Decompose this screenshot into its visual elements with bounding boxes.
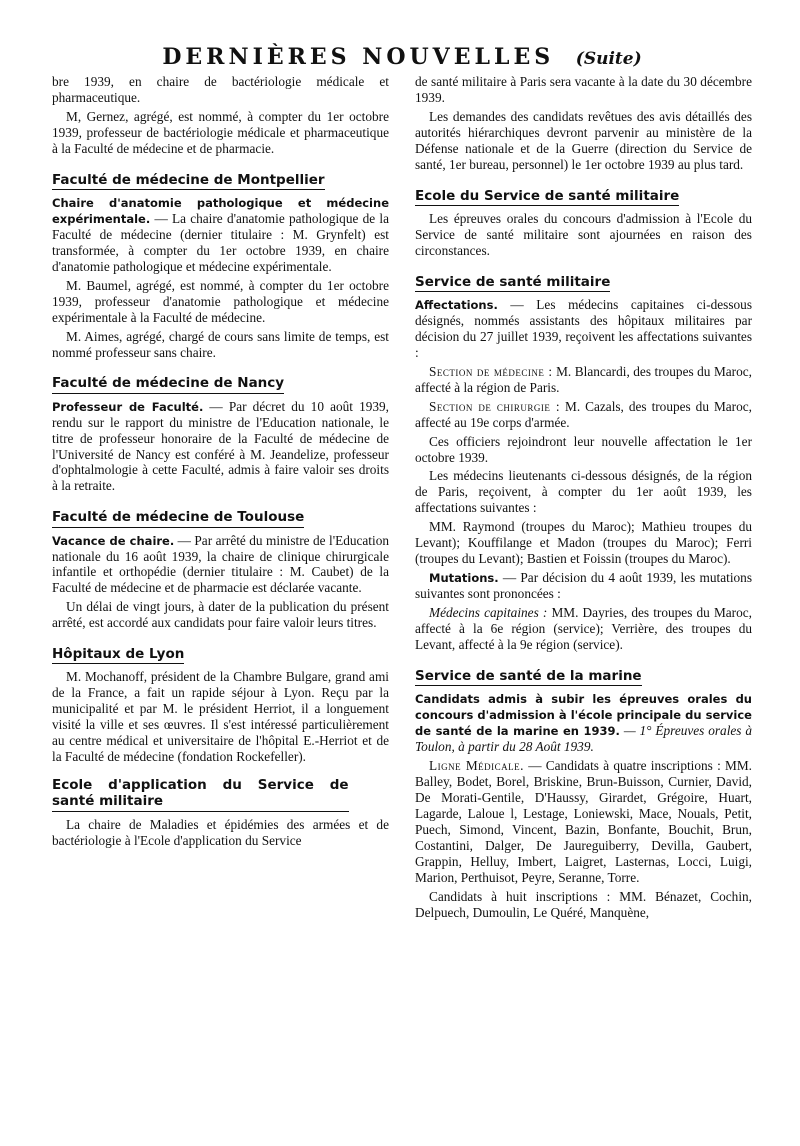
paragraph: M, Gernez, agrégé, est nommé, à compter du 1er octobre 1939, professeur de bactériologie médicale et pharmaceutique à la Faculté de médecine et de pharmacie.	[52, 108, 389, 156]
paragraph: Ces officiers rejoindront leur nouvelle affectation le 1er octobre 1939.	[415, 433, 752, 465]
left-column	[52, 74, 389, 924]
lead-text: Vacance de chaire.	[52, 533, 175, 548]
section-heading: Ecole d'application du Service de santé militaire	[52, 777, 349, 811]
section-heading: Service de santé de la marine	[415, 668, 642, 686]
body-text: — Candidats à quatre inscriptions : MM. Balley, Bodet, Borel, Briskine, Brun-Buisson, Curnier, David, De Morati-Gentile, D'Haussy, Girardet, Grégoire, Huart, Lagarde, Laloue l, Lestage, Loniewski, Mace, Nouals, Petit, Puech, Simond, Vincent, Bazin, Bonfante, Bouchit, Brun, Costantini, Dalger, De Jaureguiberry, Devilla, Gaubert, Grappin, Helluy, Imbert, Laigret, Lasternas, Locci, Luigi, Marion, Perthuisot, Peyre, Seranne, Torre.	[415, 757, 752, 885]
paragraph	[415, 399, 752, 431]
lead-text: Affectations.	[415, 297, 498, 312]
paragraph: Candidats à huit inscriptions : MM. Bénazet, Cochin, Delpuech, Dumoulin, Le Quéré, Manquène,	[415, 888, 752, 920]
page	[52, 44, 752, 924]
section-heading: Faculté de médecine de Toulouse	[52, 509, 304, 527]
header-title: DERNIÈRES NOUVELLES	[162, 44, 555, 70]
lead-text: Mutations.	[429, 571, 499, 586]
section-label: Ligne Médicale.	[429, 757, 524, 773]
section-heading: Faculté de médecine de Nancy	[52, 375, 284, 393]
paragraph: M. Baumel, agrégé, est nommé, à compter du 1er octobre 1939, professeur d'anatomie pathologique et médecine expérimentale à la Faculté de médecine.	[52, 277, 389, 325]
body-text: M. Cazals, des troupes du Maroc, affecté au 19e corps d'armée.	[415, 398, 752, 430]
paragraph	[415, 297, 752, 361]
right-column	[415, 74, 752, 924]
paragraph: bre 1939, en chaire de bactériologie médicale et pharmaceutique.	[52, 74, 389, 105]
body-text: M. Blancardi, des troupes du Maroc, affecté à la région de Paris.	[415, 363, 752, 395]
page-header	[52, 44, 752, 70]
paragraph: de santé militaire à Paris sera vacante à la date du 30 décembre 1939.	[415, 74, 752, 105]
paragraph	[415, 570, 752, 602]
section-heading: Hôpitaux de Lyon	[52, 646, 184, 664]
body-text: — Par arrêté du ministre de l'Education nationale du 16 août 1939, la chaire de clinique chirurgicale infantile et orthopédie (dernier titulaire : M. Caubet) de la Faculté de médecine et de pharmacie est déclarée vacante.	[52, 532, 389, 596]
section-label: Section de chirurgie :	[429, 398, 561, 414]
paragraph: Les médecins lieutenants ci-dessous désignés, de la région de Paris, reçoivent, à compter du 1er août 1939, les affectations suivantes :	[415, 468, 752, 516]
paragraph: M. Mochanoff, président de la Chambre Bulgare, grand ami de la France, a fait un rapide séjour à Lyon. Reçu par la municipalité et par M. le président Herriot, il a longuement visité la ville et ses œuvres. Il s'est intéressé particulièrement au centre médical et universitaire de l'hôpital E.-Herriot et de la Faculté de médecine (fondation Rockefeller).	[52, 669, 389, 765]
paragraph: M. Aimes, agrégé, chargé de cours sans limite de temps, est nommé professeur sans chaire.	[52, 328, 389, 360]
paragraph	[415, 691, 752, 755]
paragraph: Un délai de vingt jours, à dater de la publication du présent arrêté, est accordé aux candidats pour faire valoir leurs titres.	[52, 599, 389, 631]
paragraph	[415, 364, 752, 396]
paragraph	[52, 533, 389, 597]
paragraph: MM. Raymond (troupes du Maroc); Mathieu troupes du Levant); Kouffilange et Madon (troupes du Maroc); Ferri (troupes du Levant); Bastien et Foissin (troupes du Maroc).	[415, 519, 752, 567]
lead-text: Professeur de Faculté.	[52, 399, 204, 414]
paragraph: Les épreuves orales du concours d'admission à l'Ecole du Service de santé militaire sont ajournées en raison des circonstances.	[415, 210, 752, 258]
body-text: — Par décision du 4 août 1939, les mutations suivantes sont prononcées :	[415, 570, 752, 602]
italic-label: Médecins capitaines :	[429, 605, 548, 621]
paragraph	[415, 758, 752, 886]
body-text: — La chaire d'anatomie pathologique de la Faculté de médecine (dernier titulaire : M. Grynfelt) est transformée, à compter du 1er octobre 1939, en chaire d'anatomie pathologique et médecine expérimentale.	[52, 210, 389, 274]
paragraph	[52, 399, 389, 495]
paragraph: La chaire de Maladies et épidémies des armées et de bactériologie à l'Ecole d'application du Service	[52, 816, 389, 848]
body-text: — Par décret du 10 août 1939, rendu sur le rapport du ministre de l'Education nationale, le titre de professeur honoraire de la Faculté de médecine de l'Université de Nancy est conféré à M. Jeandelize, professeur d'ophtalmologie à cette Faculté, admis à faire valoir ses droits à la retraite.	[52, 398, 389, 494]
body-text: MM. Dayries, des troupes du Maroc, affecté à la 6e région (service); Verrière, des troupes du Levant, affecté à la 9e région (service).	[415, 605, 752, 653]
section-heading: Faculté de médecine de Montpellier	[52, 172, 325, 190]
header-suite: (Suite)	[575, 49, 642, 69]
columns	[52, 74, 752, 924]
section-heading: Ecole du Service de santé militaire	[415, 188, 679, 206]
section-label: Section de médecine :	[429, 363, 553, 379]
italic-text: — 1° Épreuves orales à Toulon, à partir du 28 Août 1939.	[415, 723, 753, 755]
lead-text: Candidats admis à subir les épreuves orales du concours d'admission à l'école principale du service de santé de la marine en 1939.	[415, 692, 752, 739]
paragraph: Les demandes des candidats revêtues des avis détaillés des autorités hiérarchiques devront parvenir au ministère de la Défense nationale et de la Guerre (direction du Service de santé, 1er bureau, personnel) le 1er octobre 1939 au plus tard.	[415, 108, 752, 172]
paragraph	[415, 605, 752, 653]
section-heading: Service de santé militaire	[415, 274, 610, 292]
body-text: — Les médecins capitaines ci-dessous désignés, nommés assistants des hôpitaux militaires par décision du 27 juillet 1939, reçoivent les affectations suivantes :	[415, 296, 752, 360]
lead-text: Chaire d'anatomie pathologique et médecine expérimentale.	[52, 195, 389, 226]
paragraph	[52, 195, 389, 275]
